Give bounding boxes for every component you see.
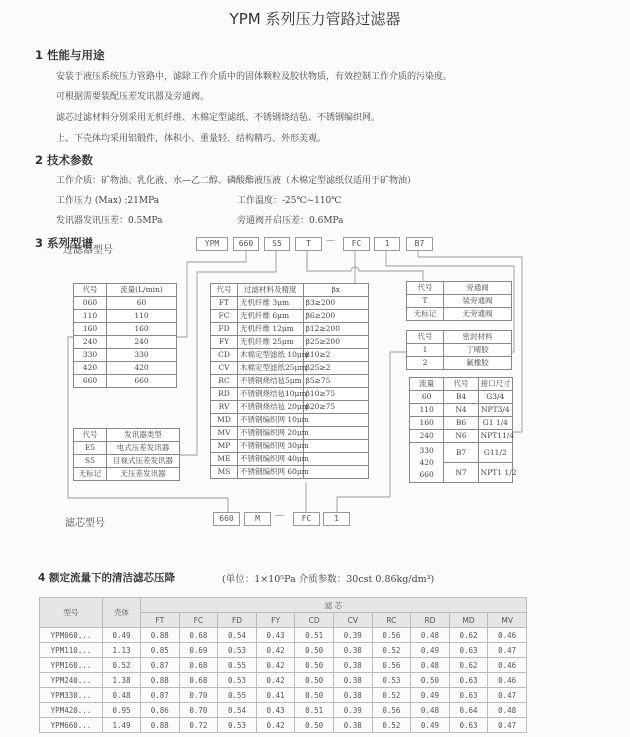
table-cell: CV — [211, 362, 238, 375]
table-header-cell: 流量(L/min) — [107, 284, 177, 297]
table-header-cell: 接口尺寸 — [478, 378, 512, 391]
element-code-dash: — — [275, 511, 284, 521]
table-cell: T — [407, 295, 444, 308]
connector-bypass — [307, 249, 351, 271]
table-cell: MS — [211, 466, 238, 479]
table-header-cell: 代号 — [211, 284, 238, 297]
filter-material-table — [210, 283, 369, 479]
table-cell: RV — [211, 401, 238, 414]
table-cell: 无机纤维 12μm — [238, 323, 304, 336]
section-4-heading: 4 额定流量下的清洁滤芯压降 — [38, 572, 175, 584]
table-cell: 氟橡胶 — [444, 357, 512, 370]
table-row — [40, 703, 527, 718]
table-cell: β6≥200 — [303, 310, 369, 323]
value-cell: 0.88 — [141, 673, 180, 688]
value-cell: 0.42 — [256, 658, 295, 673]
table-cell: 无标记 — [74, 468, 107, 481]
flow-cell — [410, 443, 444, 483]
value-cell: 0.48 — [411, 628, 450, 643]
working-medium: 工作介质：矿物油、乳化液、水—乙二醇、磷酸酯液压液（木棉定型滤纸仅适用于矿物油） — [56, 176, 417, 186]
value-cell: 0.88 — [141, 628, 180, 643]
value-cell: 0.47 — [488, 643, 527, 658]
flow-value: 240 — [419, 431, 434, 440]
flow-value: 110 — [419, 405, 434, 414]
value-cell: 0.43 — [256, 703, 295, 718]
value-cell: 0.87 — [141, 658, 180, 673]
page-title: YPM 系列压力管路过滤器 — [229, 10, 401, 28]
value-cell: 0.38 — [333, 688, 372, 703]
table-row — [74, 375, 177, 388]
table-cell: 240 — [107, 336, 177, 349]
table-header-cell: 流量 — [410, 378, 444, 391]
section-3-heading: 3 系列型谱 — [35, 236, 94, 250]
value-cell: 1.13 — [103, 643, 141, 658]
model-code-seal: 1 — [374, 237, 400, 251]
table-row — [211, 401, 369, 414]
working-pressure: 工作压力 (Max) :21MPa — [56, 196, 160, 206]
value-cell: 0.63 — [449, 718, 488, 733]
table-cell: 不锈钢编织网 10μm — [238, 414, 304, 427]
value-cell: 0.86 — [141, 703, 180, 718]
table-row — [40, 643, 527, 658]
table-cell: 不锈钢烧结毡 20μm — [238, 401, 304, 414]
value-cell: 0.55 — [218, 688, 257, 703]
value-cell: 0.49 — [411, 643, 450, 658]
model-code-dash: — — [326, 236, 335, 246]
value-cell: 0.48 — [411, 703, 450, 718]
table-cell: B7 — [444, 443, 478, 463]
table-cell: 420 — [107, 362, 177, 375]
table-row — [211, 349, 369, 362]
flow-value: 660 — [419, 469, 434, 479]
header-element-mv: MV — [488, 613, 527, 628]
table-cell: G11/2 — [478, 443, 512, 463]
header-element: 滤 芯 — [141, 598, 527, 613]
header-element-fd: FD — [218, 613, 257, 628]
table-cell: 木棉定型滤纸 10μm — [238, 349, 304, 362]
section-1-line: 滤芯过滤材料分别采用无机纤维、木棉定型滤纸、不锈钢烧结毡、不锈钢编织网。 — [56, 113, 381, 123]
table-cell: 无机纤维 3μm — [238, 297, 304, 310]
value-cell: 0.54 — [218, 628, 257, 643]
table-cell: 660 — [107, 375, 177, 388]
header-element-cv: CV — [333, 613, 372, 628]
value-cell: 0.38 — [333, 643, 372, 658]
table-row — [40, 673, 527, 688]
table-cell — [303, 414, 369, 427]
table-row — [211, 297, 369, 310]
value-cell: 0.55 — [218, 658, 257, 673]
value-cell: 0.50 — [295, 688, 334, 703]
table-cell: RD — [211, 388, 238, 401]
value-cell: 0.41 — [256, 688, 295, 703]
table-cell: 无旁通阀 — [444, 308, 512, 321]
section-4-note: (单位：1×10⁵Pa 介质参数：30cst 0.86kg/dm³) — [222, 574, 435, 585]
value-cell: 0.52 — [372, 688, 411, 703]
value-cell: 0.62 — [449, 628, 488, 643]
model-code-material: FC — [343, 237, 370, 251]
value-cell: 0.46 — [488, 673, 527, 688]
table-row — [211, 466, 369, 479]
value-cell: 0.72 — [179, 718, 218, 733]
connector-bypass-path — [307, 249, 423, 281]
value-cell: 0.47 — [488, 688, 527, 703]
table-row — [410, 443, 513, 463]
value-cell: 0.50 — [411, 673, 450, 688]
table-cell: NPT3/4 — [478, 404, 512, 417]
value-cell: 0.38 — [333, 673, 372, 688]
value-cell: 0.88 — [141, 718, 180, 733]
header-element-md: MD — [449, 613, 488, 628]
table-cell: 丁晴胶 — [444, 344, 512, 357]
table-header-cell: 代号 — [444, 378, 478, 391]
value-cell: 0.52 — [103, 658, 141, 673]
flow-value: 330 — [419, 445, 434, 455]
table-cell: N7 — [444, 463, 478, 483]
value-cell: 0.68 — [179, 673, 218, 688]
table-row — [211, 375, 369, 388]
flow-value: 60 — [421, 392, 432, 401]
table-row — [211, 362, 369, 375]
table-cell: NPT1 1/2 — [478, 463, 512, 483]
table-row — [211, 414, 369, 427]
table-header-row — [410, 378, 513, 391]
table-cell: 240 — [74, 336, 107, 349]
filter-model-label: 过滤器型号 — [63, 245, 113, 256]
table-row — [410, 404, 513, 417]
seal-material-table — [406, 330, 512, 370]
flow-value: 420 — [419, 457, 434, 467]
table-header-cell: 密封材料 — [444, 331, 512, 344]
table-row — [211, 427, 369, 440]
table-cell: FD — [211, 323, 238, 336]
table-cell: B6 — [444, 417, 478, 430]
table-cell: 不锈钢编织网 30μm — [238, 440, 304, 453]
table-cell: 660 — [74, 375, 107, 388]
table-row — [40, 718, 527, 733]
transmitter-pressure-diff: 发讯器发讯压差：0.5MPa — [56, 216, 163, 226]
value-cell: 0.39 — [333, 703, 372, 718]
header-element-fy: FY — [256, 613, 295, 628]
table-cell: 目视式压差发讯器 — [107, 455, 180, 468]
value-cell: 0.51 — [295, 703, 334, 718]
table-header-cell: βx — [303, 284, 369, 297]
table-cell: MP — [211, 440, 238, 453]
table-header-cell: 旁通阀 — [444, 282, 512, 295]
table-header-row — [407, 282, 512, 295]
value-cell: 0.38 — [333, 658, 372, 673]
value-cell: 0.42 — [256, 718, 295, 733]
table-header-row — [74, 284, 177, 297]
value-cell: 0.53 — [218, 718, 257, 733]
table-header-cell: 代号 — [407, 282, 444, 295]
table-row — [74, 362, 177, 375]
table-cell: β12≥200 — [303, 323, 369, 336]
model-code-bypass: T — [295, 237, 322, 251]
table-cell: 不锈钢编织网 20μm — [238, 427, 304, 440]
table-cell: RC — [211, 375, 238, 388]
value-cell: 0.95 — [103, 703, 141, 718]
table-row — [74, 455, 180, 468]
value-cell: 0.56 — [372, 628, 411, 643]
table-row — [40, 628, 527, 643]
value-cell: 0.63 — [449, 643, 488, 658]
header-element-cd: CD — [295, 613, 334, 628]
table-cell: β10≥2 — [303, 349, 369, 362]
value-cell: 0.42 — [256, 643, 295, 658]
element-code-type: M — [244, 512, 271, 526]
table-row — [74, 349, 177, 362]
table-cell: 160 — [74, 323, 107, 336]
value-cell: 0.53 — [218, 673, 257, 688]
value-cell: 0.47 — [488, 718, 527, 733]
table-cell: 60 — [107, 297, 177, 310]
table-cell — [303, 453, 369, 466]
value-cell: 0.50 — [295, 643, 334, 658]
table-header-row — [74, 429, 180, 442]
model-code-transmitter: S5 — [264, 237, 290, 251]
table-row — [40, 658, 527, 673]
header-element-rc: RC — [372, 613, 411, 628]
value-cell: 0.38 — [333, 718, 372, 733]
table-header-cell: 代号 — [74, 429, 107, 442]
table-cell: 2 — [407, 357, 444, 370]
value-cell: 0.64 — [449, 703, 488, 718]
table-cell: 无标记 — [407, 308, 444, 321]
table-row — [410, 391, 513, 404]
section-1-line: 可根据需要装配压差发讯器及旁通阀。 — [56, 92, 210, 102]
table-cell: 无机纤维 6μm — [238, 310, 304, 323]
element-code-size: 660 — [213, 512, 240, 526]
value-cell: 0.49 — [411, 718, 450, 733]
table-cell — [303, 427, 369, 440]
value-cell: 0.50 — [295, 658, 334, 673]
table-cell: N6 — [444, 430, 478, 443]
value-cell: 0.48 — [103, 688, 141, 703]
table-header-cell: 代号 — [407, 331, 444, 344]
value-cell: 0.70 — [179, 688, 218, 703]
table-row — [211, 310, 369, 323]
value-cell: 0.85 — [141, 643, 180, 658]
flow-value: 160 — [419, 418, 434, 427]
value-cell: 0.50 — [295, 673, 334, 688]
table-cell: 1 — [407, 344, 444, 357]
table-cell — [303, 466, 369, 479]
value-cell: 0.68 — [179, 628, 218, 643]
table-row — [410, 417, 513, 430]
table-cell: β25≥2 — [303, 362, 369, 375]
element-code-seal: 1 — [323, 512, 350, 526]
table-cell: FC — [211, 310, 238, 323]
flow-cell — [410, 404, 444, 417]
table-row — [74, 297, 177, 310]
section-2-heading: 2 技术参数 — [35, 153, 94, 167]
table-cell: E5 — [74, 442, 107, 455]
section-1-line: 安装于液压系统压力管路中，滤除工作介质中的固体颗粒及胶状物质，有效控制工作介质的污染度。 — [56, 72, 453, 82]
section-1-line: 上、下壳体均采用铝锻件，体积小、重量轻、结构精巧、外形美观。 — [56, 134, 327, 144]
table-row — [211, 336, 369, 349]
table-cell: FY — [211, 336, 238, 349]
value-cell: 0.50 — [295, 718, 334, 733]
port-size-table — [409, 377, 517, 483]
table-cell: β10≥75 — [303, 388, 369, 401]
value-cell: 0.51 — [295, 628, 334, 643]
table-cell: G1 1/4 — [478, 417, 512, 430]
table-row — [74, 336, 177, 349]
flow-cell — [410, 391, 444, 404]
value-cell: 0.53 — [372, 673, 411, 688]
table-row — [211, 440, 369, 453]
table-cell: MV — [211, 427, 238, 440]
table-header-cell: 代号 — [74, 284, 107, 297]
model-code-flow: 660 — [233, 237, 259, 251]
value-cell: 0.39 — [333, 628, 372, 643]
model-cell: YPM420... — [40, 703, 103, 718]
table-cell: β25≥200 — [303, 336, 369, 349]
table-cell: 110 — [107, 310, 177, 323]
value-cell: 0.42 — [256, 673, 295, 688]
table-cell: β3≥200 — [303, 297, 369, 310]
table-cell: 装旁通阀 — [444, 295, 512, 308]
value-cell: 0.54 — [218, 703, 257, 718]
table-header-row — [211, 284, 369, 297]
table-row — [74, 323, 177, 336]
model-cell: YPM330... — [40, 688, 103, 703]
value-cell: 0.53 — [218, 643, 257, 658]
table-cell: 无压差发讯器 — [107, 468, 180, 481]
value-cell: 0.43 — [256, 628, 295, 643]
header-model: 型号 — [40, 598, 103, 628]
table-row — [407, 357, 512, 370]
value-cell: 0.49 — [103, 628, 141, 643]
table-cell: β20≥75 — [303, 401, 369, 414]
table-header-cell: 发讯器类型 — [107, 429, 180, 442]
table-cell: 420 — [74, 362, 107, 375]
table-header-row — [407, 331, 512, 344]
value-cell: 0.46 — [488, 628, 527, 643]
value-cell: 0.52 — [372, 643, 411, 658]
table-header-cell: 过滤材料及精度 — [238, 284, 304, 297]
value-cell: 0.87 — [141, 688, 180, 703]
table-row — [407, 344, 512, 357]
pressure-drop-table — [39, 597, 527, 733]
value-cell: 0.56 — [372, 703, 411, 718]
header-element-rd: RD — [411, 613, 450, 628]
table-cell: N4 — [444, 404, 478, 417]
table-cell: 330 — [107, 349, 177, 362]
table-cell: CD — [211, 349, 238, 362]
table-row — [74, 442, 180, 455]
table-row — [211, 388, 369, 401]
model-cell: YPM240... — [40, 673, 103, 688]
bypass-pressure-diff: 旁通阀开启压差：0.6MPa — [237, 216, 344, 226]
table-cell: S5 — [74, 455, 107, 468]
transmitter-table — [73, 428, 180, 481]
value-cell: 0.56 — [372, 658, 411, 673]
table-cell: 不锈钢烧结毡10μm — [238, 388, 304, 401]
table-cell: β5≥75 — [303, 375, 369, 388]
model-code-series: YPM — [196, 237, 228, 251]
flow-cell — [410, 430, 444, 443]
table-cell: 060 — [74, 297, 107, 310]
value-cell: 0.68 — [179, 658, 218, 673]
table-cell: ME — [211, 453, 238, 466]
value-cell: 0.69 — [179, 643, 218, 658]
value-cell: 0.48 — [488, 703, 527, 718]
value-cell: 1.38 — [103, 673, 141, 688]
table-row — [407, 308, 512, 321]
element-code-material: FC — [293, 512, 320, 526]
table-row — [211, 323, 369, 336]
value-cell: 0.52 — [372, 718, 411, 733]
table-cell: 无机纤维 25μm — [238, 336, 304, 349]
table-cell: MD — [211, 414, 238, 427]
model-cell: YPM060... — [40, 628, 103, 643]
table-cell: 110 — [74, 310, 107, 323]
table-cell: 330 — [74, 349, 107, 362]
element-model-label: 滤芯型号 — [65, 518, 105, 529]
flow-cell — [410, 417, 444, 430]
value-cell: 0.62 — [449, 658, 488, 673]
header-housing: 壳体 — [103, 598, 141, 628]
table-row — [74, 310, 177, 323]
flow-table — [73, 283, 177, 388]
model-code-port: B7 — [406, 237, 433, 251]
table-row — [407, 295, 512, 308]
table-cell: 木棉定型滤纸25μm — [238, 362, 304, 375]
table-cell: FT — [211, 297, 238, 310]
model-cell: YPM160... — [40, 658, 103, 673]
table-row — [74, 468, 180, 481]
value-cell: 0.63 — [449, 673, 488, 688]
table-cell: NPT11/4 — [478, 430, 512, 443]
header-element-ft: FT — [141, 613, 180, 628]
table-cell — [303, 440, 369, 453]
model-cell: YPM660... — [40, 718, 103, 733]
value-cell: 0.63 — [449, 688, 488, 703]
value-cell: 0.46 — [488, 658, 527, 673]
table-cell: G3/4 — [478, 391, 512, 404]
working-temperature: 工作温度：-25℃~110℃ — [237, 196, 342, 206]
value-cell: 0.48 — [411, 658, 450, 673]
value-cell: 0.49 — [411, 688, 450, 703]
header-element-fc: FC — [179, 613, 218, 628]
table-row — [211, 453, 369, 466]
table-cell: 160 — [107, 323, 177, 336]
section-1-heading: 1 性能与用途 — [35, 48, 105, 62]
model-cell: YPM110... — [40, 643, 103, 658]
table-cell: 不锈钢编织网 40μm — [238, 453, 304, 466]
bypass-valve-table — [406, 281, 512, 321]
value-cell: 0.70 — [179, 703, 218, 718]
table-cell: 不锈钢烧结毡5μm — [238, 375, 304, 388]
table-row — [410, 430, 513, 443]
value-cell: 1.49 — [103, 718, 141, 733]
table-cell: B4 — [444, 391, 478, 404]
table-cell: 电式压差发讯器 — [107, 442, 180, 455]
table-cell: 不锈钢编织网 60μm — [238, 466, 304, 479]
table-row — [40, 688, 527, 703]
